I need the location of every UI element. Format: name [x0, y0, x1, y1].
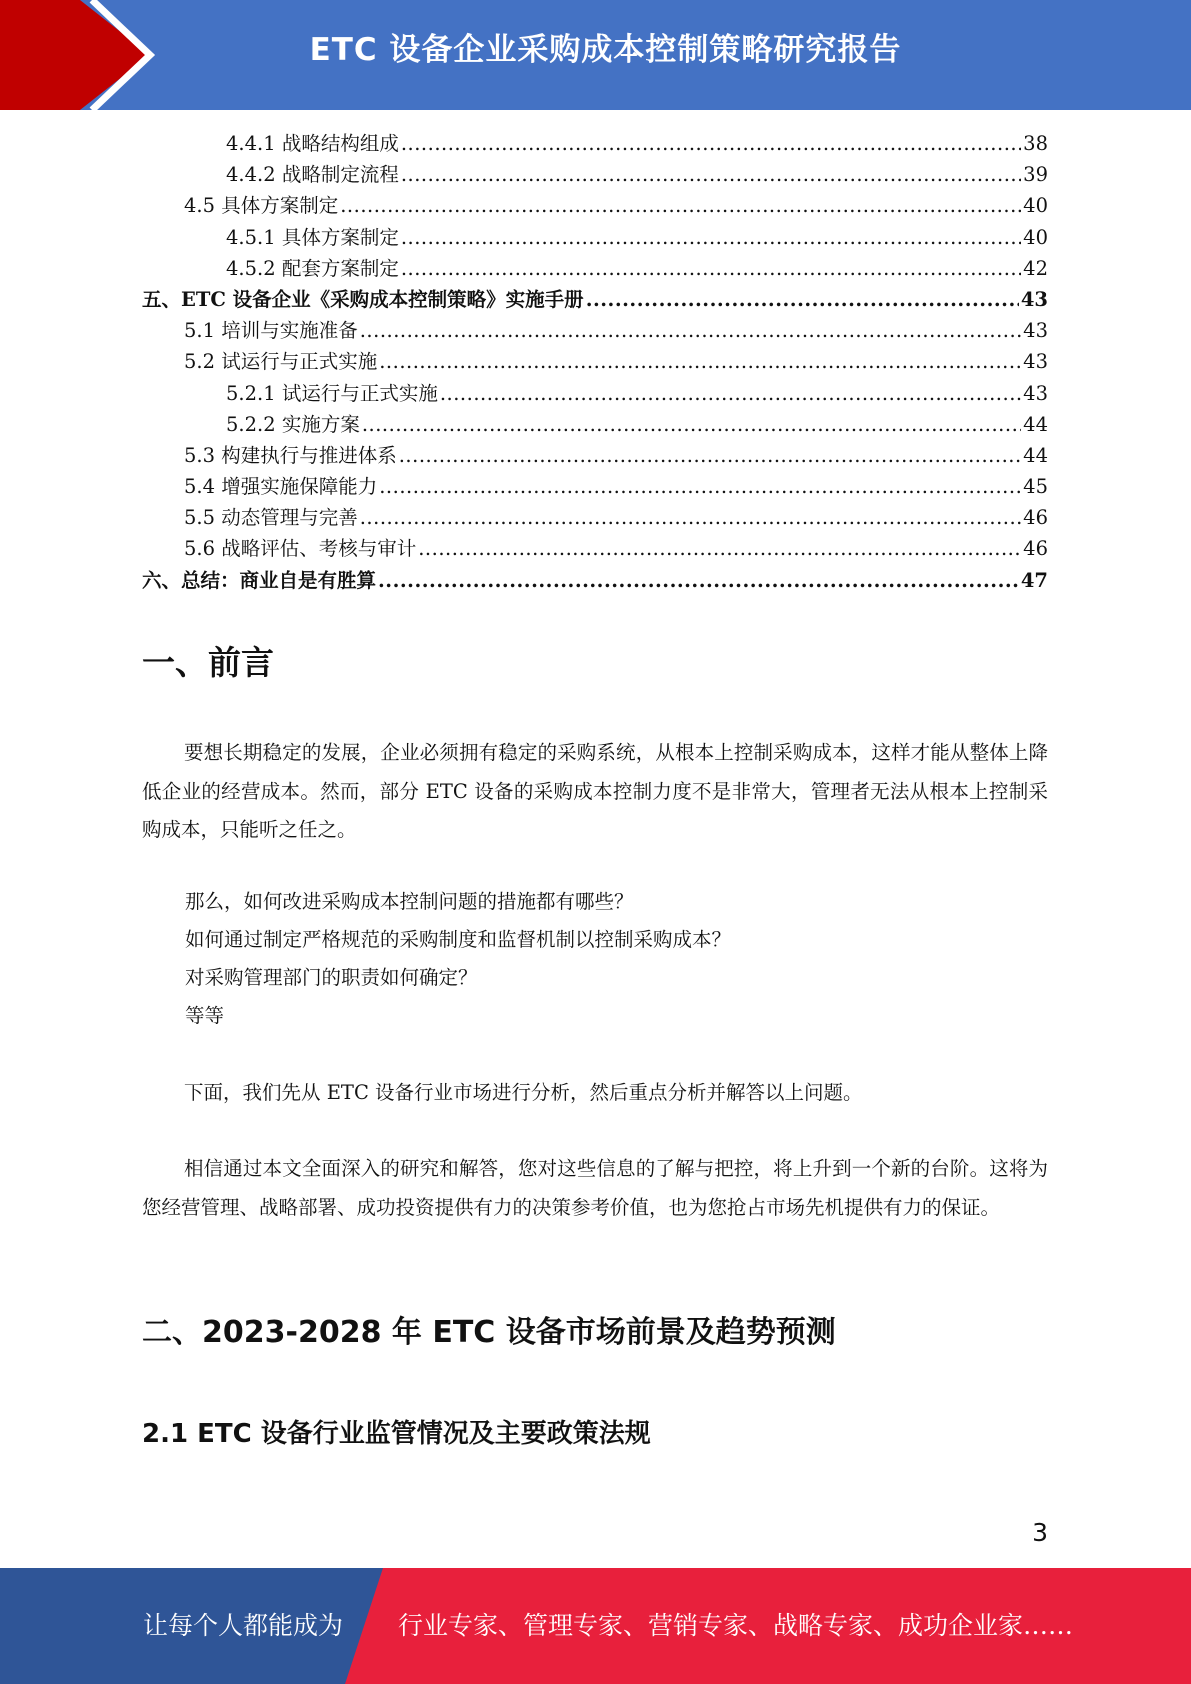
- toc-entry[interactable]: [142, 222, 1048, 253]
- toc-leader-dots: [378, 565, 1019, 596]
- toc-entry-page: 44: [1023, 443, 1048, 467]
- toc-entry-label: 5.3 构建执行与推进体系: [184, 443, 397, 467]
- preface-paragraph-2: 下面，我们先从 ETC 设备行业市场进行分析，然后重点分析并解答以上问题。: [184, 1081, 863, 1104]
- toc-entry-page: 46: [1023, 506, 1048, 530]
- toc-leader-dots: [399, 440, 1021, 471]
- toc-entry[interactable]: [142, 284, 1048, 315]
- preface-paragraph-3: 相信通过本文全面深入的研究和解答，您对这些信息的了解与把控，将上升到一个新的台阶。这将为您经营管理、战略部署、成功投资提供有力的决策参考价值，也为您抢占市场先机提供有力的保证。: [142, 1157, 1048, 1219]
- section-heading-market-forecast: 二、2023-2028 年 ETC 设备市场前景及趋势预测: [142, 1315, 836, 1350]
- toc-entry-label: 4.5.1 具体方案制定: [226, 225, 399, 249]
- page-header: [0, 0, 1191, 110]
- toc-entry[interactable]: [142, 502, 1048, 533]
- toc-leader-dots: [360, 502, 1021, 533]
- toc-entry-label: 5.6 战略评估、考核与审计: [184, 537, 417, 561]
- toc-entry[interactable]: [142, 565, 1048, 596]
- toc-entry-page: 47: [1020, 568, 1048, 592]
- toc-entry-label: 4.4.1 战略结构组成: [226, 132, 399, 155]
- footer-slogan-left: 让每个人都能成为: [143, 1611, 344, 1640]
- toc-entry-label: 5.5 动态管理与完善: [184, 506, 358, 530]
- question-line: 等等: [185, 1004, 225, 1027]
- toc-leader-dots: [586, 284, 1019, 315]
- question-line: 对采购管理部门的职责如何确定？: [185, 966, 478, 989]
- toc-leader-dots: [401, 159, 1021, 190]
- toc-entry-page: 40: [1023, 225, 1048, 249]
- toc-entry[interactable]: [142, 346, 1048, 377]
- page-number: 3: [1032, 1518, 1048, 1547]
- toc-entry-label: 5.1 培训与实施准备: [184, 319, 358, 343]
- toc-entry-page: 38: [1023, 132, 1048, 155]
- toc-entry-label: 5.2.2 实施方案: [226, 412, 360, 436]
- toc-leader-dots: [440, 378, 1021, 409]
- toc-entry-label: 六、总结：商业自是有胜算: [142, 568, 377, 592]
- toc-entry-page: 42: [1023, 256, 1048, 280]
- toc-leader-dots: [401, 253, 1021, 284]
- toc-entry-label: 5.2 试运行与正式实施: [184, 350, 378, 374]
- toc-entry-label: 4.4.2 战略制定流程: [226, 163, 399, 187]
- toc-entry-label: 五、ETC 设备企业《采购成本控制策略》实施手册: [142, 287, 584, 311]
- toc-entry-page: 45: [1023, 475, 1048, 499]
- toc-leader-dots: [401, 128, 1021, 159]
- toc-entry[interactable]: [142, 378, 1048, 409]
- toc-entry-page: 43: [1020, 287, 1048, 311]
- page-footer: [0, 1568, 1191, 1684]
- toc-entry[interactable]: [142, 440, 1048, 471]
- toc-leader-dots: [362, 409, 1021, 440]
- header-title: ETC 设备企业采购成本控制策略研究报告: [309, 32, 902, 68]
- footer-slogan-right: 行业专家、管理专家、营销专家、战略专家、成功企业家……: [398, 1611, 1074, 1640]
- toc-leader-dots: [379, 346, 1021, 377]
- toc-entry[interactable]: [142, 159, 1048, 190]
- toc-entry-label: 5.2.1 试运行与正式实施: [226, 381, 438, 405]
- table-of-contents: [142, 128, 1048, 596]
- toc-entry-label: 4.5.2 配套方案制定: [226, 256, 399, 280]
- toc-leader-dots: [340, 190, 1021, 221]
- toc-leader-dots: [379, 471, 1021, 502]
- toc-entry-page: 39: [1023, 163, 1048, 187]
- subsection-heading-regulation: 2.1 ETC 设备行业监管情况及主要政策法规: [142, 1419, 651, 1449]
- toc-entry[interactable]: [142, 315, 1048, 346]
- toc-entry-page: 40: [1023, 194, 1048, 218]
- toc-leader-dots: [418, 533, 1021, 564]
- toc-leader-dots: [360, 315, 1021, 346]
- toc-entry[interactable]: [142, 409, 1048, 440]
- toc-entry[interactable]: [142, 190, 1048, 221]
- toc-entry-page: 43: [1023, 350, 1048, 374]
- toc-entry[interactable]: [142, 533, 1048, 564]
- question-line: 那么，如何改进采购成本控制问题的措施都有哪些？: [185, 890, 634, 913]
- toc-entry[interactable]: [142, 471, 1048, 502]
- toc-entry[interactable]: [142, 253, 1048, 284]
- toc-entry-page: 43: [1023, 319, 1048, 343]
- toc-leader-dots: [401, 222, 1021, 253]
- toc-entry-label: 5.4 增强实施保障能力: [184, 475, 378, 499]
- toc-entry-label: 4.5 具体方案制定: [184, 194, 339, 218]
- toc-entry[interactable]: [142, 128, 1048, 159]
- question-line: 如何通过制定严格规范的采购制度和监督机制以控制采购成本？: [185, 928, 732, 951]
- toc-entry-page: 46: [1023, 537, 1048, 561]
- toc-entry-page: 43: [1023, 381, 1048, 405]
- toc-entry-page: 44: [1023, 412, 1048, 436]
- preface-paragraph-1: 要想长期稳定的发展，企业必须拥有稳定的采购系统，从根本上控制采购成本，这样才能从整体上降低企业的经营成本。然而，部分 ETC 设备的采购成本控制力度不是非常大，管理者无法从根本上控制采购成本，只能听之任之。: [142, 741, 1048, 841]
- section-heading-preface: 一、前言: [142, 643, 274, 682]
